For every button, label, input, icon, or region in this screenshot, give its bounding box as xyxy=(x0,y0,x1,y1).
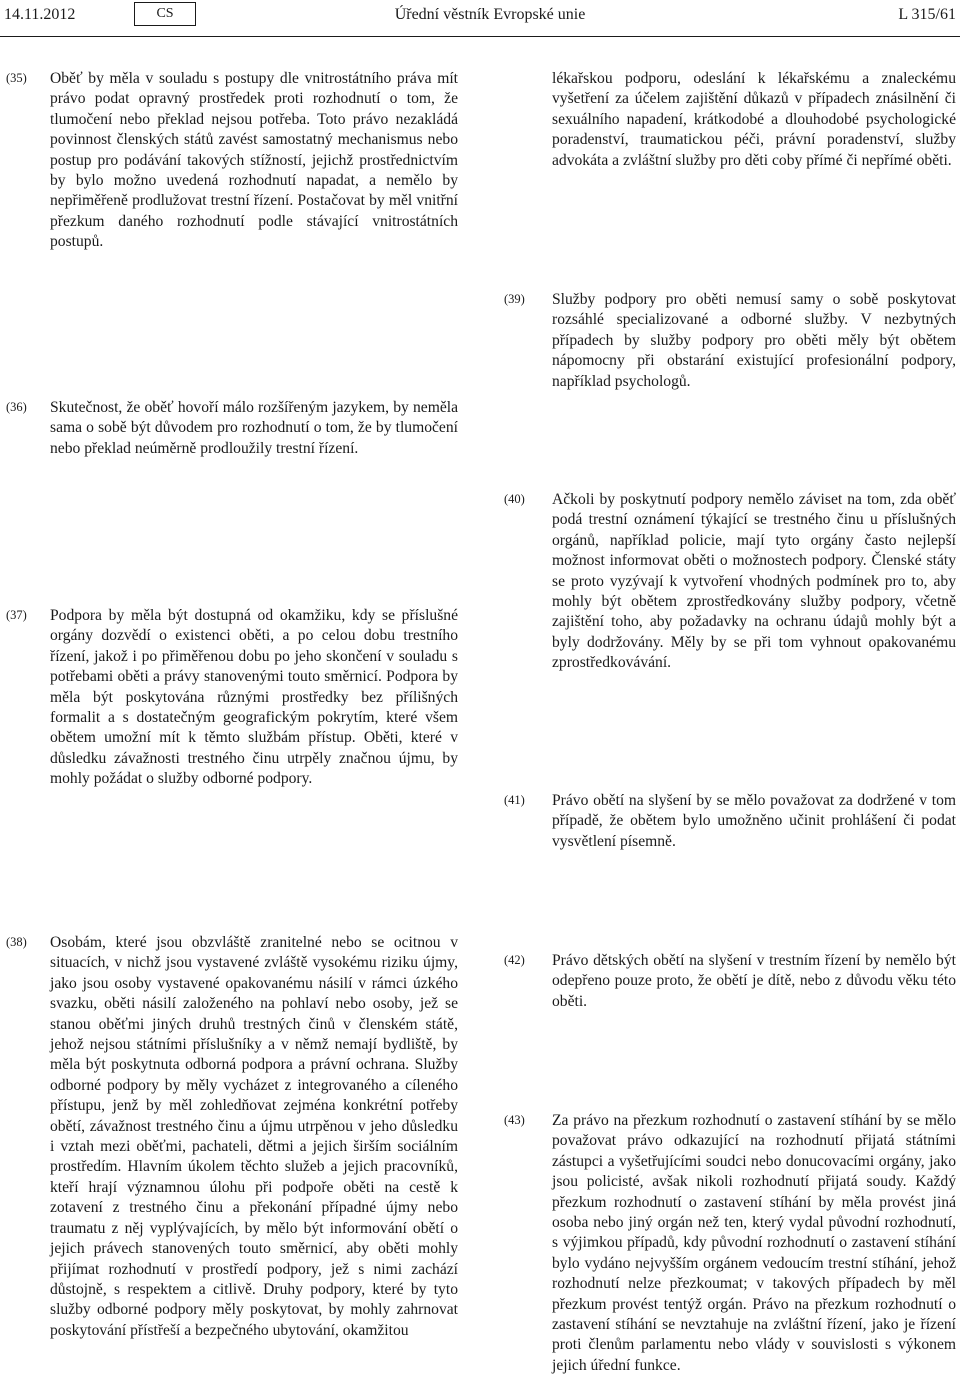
header-rule xyxy=(0,36,960,37)
recital-number: (41) xyxy=(504,793,525,807)
recital-text: Služby podpory pro oběti nemusí samy o sobě poskytovat rozsáhlé specializované a odborné služby. V nezbytných případech by služby podpory pro oběti měly být obětem nápomocny při obstarání existující profesionální podpory, například psychologů. xyxy=(552,291,956,390)
recital-40 xyxy=(504,490,956,674)
recital-text: Za právo na přezkum rozhodnutí o zastavení stíhání by se mělo považovat právo odkazující na rozhodnutí přijatá státními zástupci a vyšetřujícími soudci nebo donucovacími orgány, jako jsou policisté, avšak nikoli rozhodnutí přijatá soudy. Každý přezkum rozhodnutí o zastavení stíhání by měla provést jiná osoba nebo jiný orgán než ten, který vydal původní rozhodnutí, s výjimkou případů, kdy původní rozhodnutí o zastavení stíhání bylo vydáno nejvyšším orgánem vedoucím trestní stíhání, jehož rozhodnutí nelze přezkoumat; v takových případech by měl přezkum provést tentýž orgán. Právo na přezkum rozhodnutí o zastavení stíhání se nevztahuje na zvláštní řízení, jako je řízení proti členům parlamentu nebo vlády v souvislosti s výkonem jejich úřední funkce. xyxy=(552,1112,956,1374)
recital-text: Právo obětí na slyšení by se mělo považovat za dodržené v tom případě, že obětem bylo umožněno učinit prohlášení či podat vysvětlení písemně. xyxy=(552,792,956,850)
recital-number: (37) xyxy=(6,608,27,622)
recital-text: Právo dětských obětí na slyšení v trestním řízení by nemělo být odepřeno pouze proto, že obětí je dítě, nebo z důvodu věku této oběti. xyxy=(552,952,956,1010)
recital-35 xyxy=(6,69,458,253)
recital-43 xyxy=(504,1111,956,1376)
recital-37 xyxy=(6,606,458,790)
journal-title: Úřední věstník Evropské unie xyxy=(394,6,586,23)
recital-text: Osobám, které jsou obzvláště zranitelné nebo se ocitnou v situacích, v nichž jsou vystavené zvláště vysokému riziku újmy, jako jsou osoby vystavené opakovanému násilí v rámci úzkého svazku, oběti násilí založeného na pohlaví nebo osoby, jež se stanou oběťmi jiných druhů trestných činů v členském státě, jehož nejsou státními příslušníky a v němž nemají bydliště, by měla být poskytnuta odborná podpora a právní ochrana. Služby odborné podpory by měly vycházet z integrovaného a cíleného přístupu, jenž by měl zohledňovat zejména konkrétní potřeby obětí, závažnost trestného činu a újmu utrpěnou v jeho důsledku i vztah mezi oběťmi, pachateli, dětmi a jejich širším sociálním prostředím. Hlavním úkolem těchto služeb a jejich pracovníků, kteří hrají významnou úlohu při podpoře oběti na cestě k zotavení z trestného činu a překonání případné újmy nebo traumatu z něj vyplývajících, by mělo být informování obětí o jejich právech stanovených touto směrnicí, aby oběti mohly přijímat rozhodnutí v prostředí podpory, jež s nimi zachází důstojně, s respektem a citlivě. Druhy podpory, které by tyto služby odborné podpory měly poskytovat, by mohly zahrnovat poskytování přístřeší a bezpečného ubytování, okamžitou xyxy=(50,934,458,1339)
recital-text: Ačkoli by poskytnutí podpory nemělo záviset na tom, zda oběť podá trestní oznámení týkající se trestného činu u příslušných orgánů, například policie, mají tyto orgány často nejlepší možnost informovat oběti o možnostech podpory. Členské státy se proto vyzývají k vytvoření vhodných podmínek pro to, aby mohly být obětem zprostředkovány služby podpory, včetně zajištění toho, aby požadavky na ochranu údajů mohly být a byly dodržovány. Měly by se při tom vyhnout opakovanému zprostředkovávání. xyxy=(552,491,956,672)
recital-number: (40) xyxy=(504,492,525,506)
recital-number: (43) xyxy=(504,1113,525,1127)
recital-42 xyxy=(504,951,956,1012)
recital-number: (39) xyxy=(504,292,525,306)
page-header xyxy=(0,0,960,30)
recital-number: (42) xyxy=(504,953,525,967)
recital-39 xyxy=(504,290,956,392)
recital-text: Oběť by měla v souladu s postupy dle vnitrostátního práva mít právo podat opravný prostředek proti rozhodnutí o tom, že tlumočení nebo překlad nejsou potřeba. Toto právo nezakládá povinnost členských států zavést samostatný mechanismus nebo postup pro podávání takových stížností, jejichž prostřednictvím by bylo možno uvedená rozhodnutí napadat, a nemělo by nepřiměřeně prodlužovat trestní řízení. Postačovat by měl vnitřní přezkum daného rozhodnutí podle stávající vnitrostátních postupů. xyxy=(50,70,458,251)
recital-38 xyxy=(6,933,458,1341)
recital-number: (38) xyxy=(6,935,27,949)
recital-number: (36) xyxy=(6,400,27,414)
recital-text: Podpora by měla být dostupná od okamžiku, kdy se příslušné orgány dozvědí o existenci oběti, a po celou dobu trestního řízení, jakož i po přiměřenou dobu po jeho skončení v souladu s potřebami oběti a právy stanovenými touto směrnicí. Podpora by měla být poskytována různými prostředky bez přílišných formalit a s dostatečným geografickým pokrytím, které všem obětem umožní mít k těmto službám přístup. Oběti, které v důsledku závažnosti trestného činu utrpěly značnou újmu, by mohly požádat o služby odborné podpory. xyxy=(50,607,458,788)
recital-41 xyxy=(504,791,956,852)
recital-36 xyxy=(6,398,458,459)
recital-text: Skutečnost, že oběť hovoří málo rozšířeným jazykem, by neměla sama o sobě být důvodem pro rozhodnutí o tom, že by tlumočení nebo překlad neúměrně prodloužily trestní řízení. xyxy=(50,399,458,457)
recital-number: (35) xyxy=(6,71,27,85)
language-badge: CS xyxy=(134,2,196,26)
publication-date: 14.11.2012 xyxy=(4,6,76,23)
recital-38-continuation xyxy=(552,69,956,171)
recital-text: lékařskou podporu, odeslání k lékařskému a znaleckému vyšetření za účelem zajištění důkazů v případech znásilnění či sexuálního napadení, krátkodobé a dlouhodobé psychologické poradenství, traumatickou péči, právní poradenství, služby advokáta a zvláštní služby pro děti coby přímé či nepřímé oběti. xyxy=(552,70,956,169)
page-reference: L 315/61 xyxy=(898,6,956,23)
